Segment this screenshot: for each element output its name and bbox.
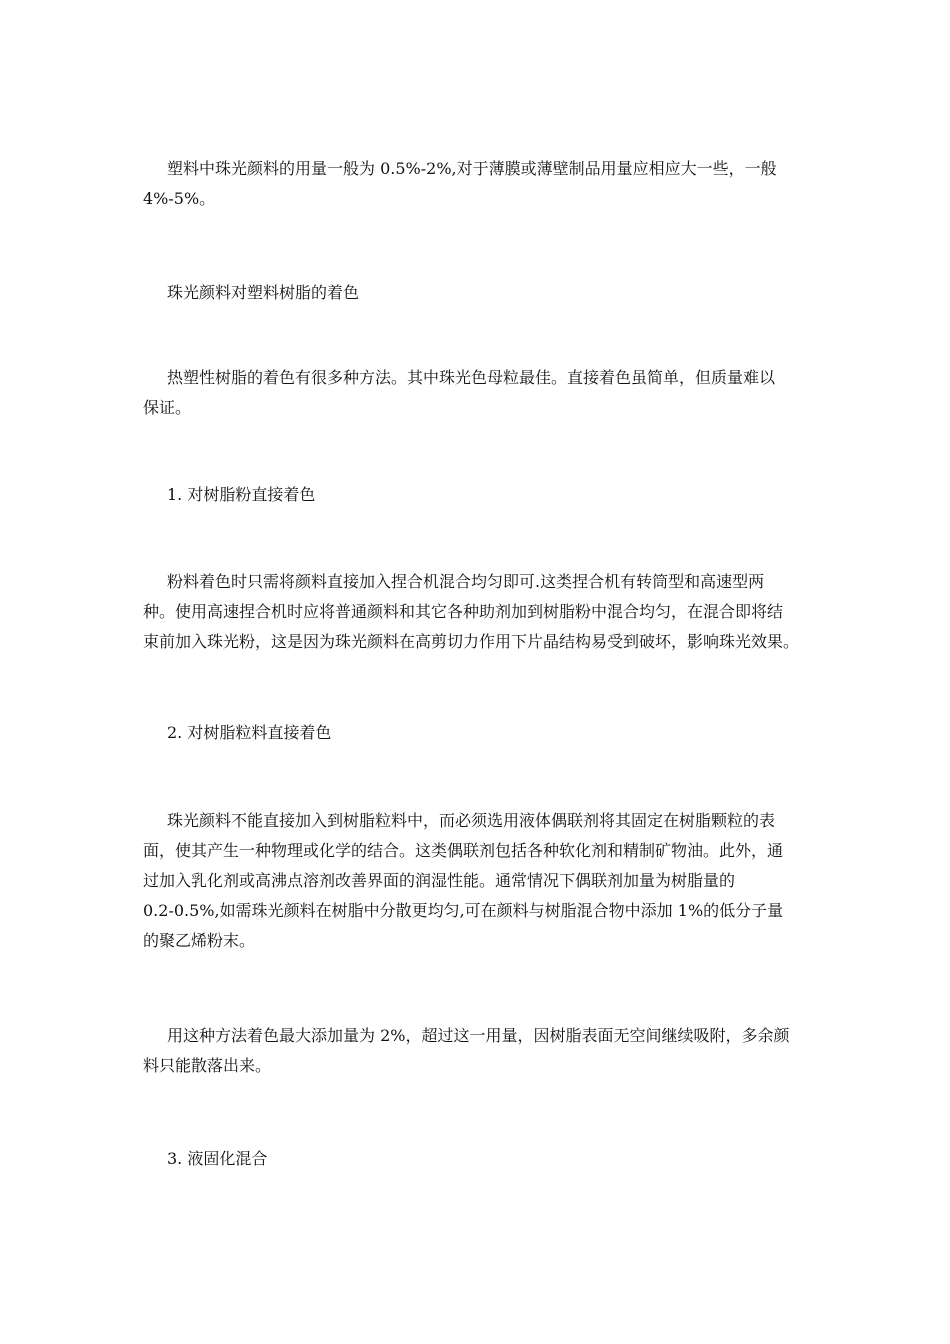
heading-liquid-solid-mixing: 3. 液固化混合 xyxy=(167,1149,268,1168)
paragraph-powder-coloring xyxy=(143,567,811,657)
text-line: 4%-5%。 xyxy=(143,189,216,208)
text-line: 用这种方法着色最大添加量为 2%，超过这一用量，因树脂表面无空间继续吸附，多余颜 xyxy=(167,1026,790,1045)
text-line: 热塑性树脂的着色有很多种方法。其中珠光色母粒最佳。直接着色虽简单，但质量难以 xyxy=(167,368,776,387)
text-line: 珠光颜料不能直接加入到树脂粒料中，而必须选用液体偶联剂将其固定在树脂颗粒的表 xyxy=(167,811,776,830)
text-line: 0.2-0.5%,如需珠光颜料在树脂中分散更均匀,可在颜料与树脂混合物中添加 1%的低分子量 xyxy=(143,901,784,920)
heading-powder-direct-coloring: 1. 对树脂粉直接着色 xyxy=(167,485,316,504)
text-line: 面，使其产生一种物理或化学的结合。这类偶联剂包括各种软化剂和精制矿物油。此外，通 xyxy=(143,841,784,860)
paragraph-pellet-coloring xyxy=(143,806,811,956)
paragraph-pearl-pigment-dosage xyxy=(143,154,811,214)
text-line: 种。使用高速捏合机时应将普通颜料和其它各种助剂加到树脂粉中混合均匀，在混合即将结 xyxy=(143,602,784,621)
paragraph-thermoplastic-coloring xyxy=(143,363,811,423)
text-line: 保证。 xyxy=(143,398,192,417)
text-line: 塑料中珠光颜料的用量一般为 0.5%-2%,对于薄膜或薄壁制品用量应相应大一些，一般 xyxy=(167,159,777,178)
heading-pellet-direct-coloring: 2. 对树脂粒料直接着色 xyxy=(167,723,332,742)
text-line: 束前加入珠光粉，这是因为珠光颜料在高剪切力作用下片晶结构易受到破坏，影响珠光效果。 xyxy=(143,632,800,651)
text-line: 过加入乳化剂或高沸点溶剂改善界面的润湿性能。通常情况下偶联剂加量为树脂量的 xyxy=(143,871,736,890)
text-line: 的聚乙烯粉末。 xyxy=(143,931,256,950)
text-line: 粉料着色时只需将颜料直接加入捏合机混合均匀即可.这类捏合机有转筒型和高速型两 xyxy=(167,572,765,591)
paragraph-max-addition xyxy=(143,1021,811,1081)
text-line: 料只能散落出来。 xyxy=(143,1056,272,1075)
section-title-resin-coloring: 珠光颜料对塑料树脂的着色 xyxy=(167,283,360,302)
